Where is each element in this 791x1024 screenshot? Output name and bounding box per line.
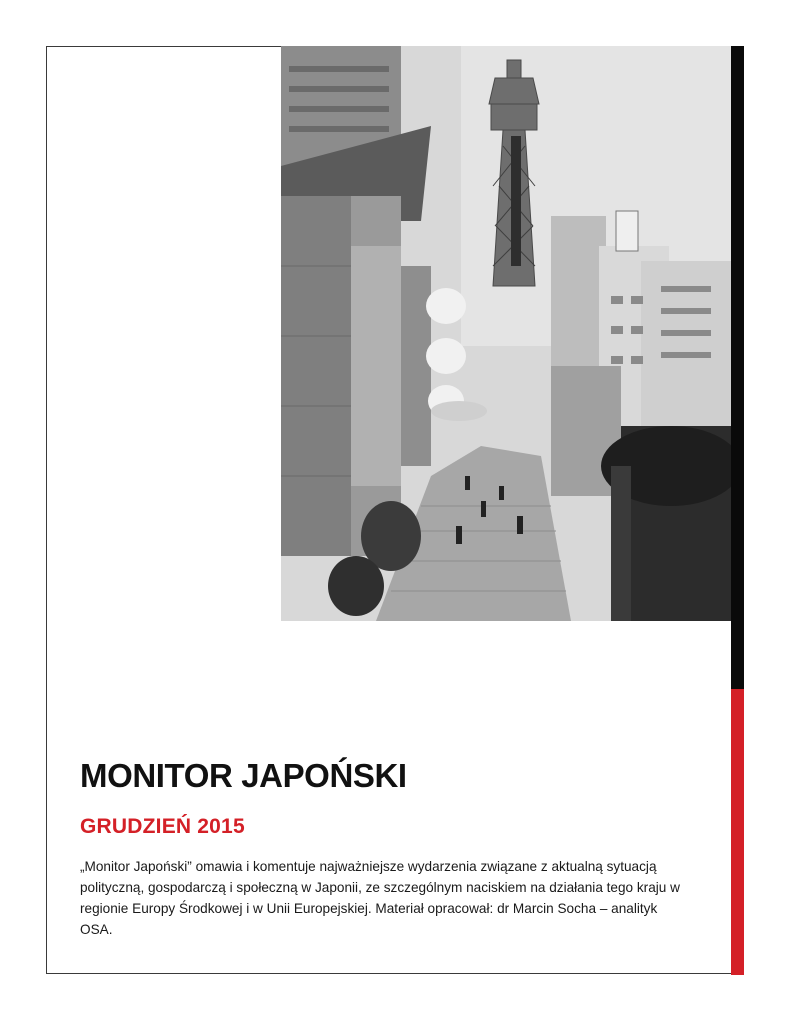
cover-photo xyxy=(281,46,731,621)
document-date: GRUDZIEŃ 2015 xyxy=(80,815,245,838)
document-description: „Monitor Japoński” omawia i komentuje najważniejsze wydarzenia związane z aktualną sytuacją polityczną, gospodarczą i społeczną w Japonii, ze szczególnym naciskiem na działania tego kraju w regionie Europy Środkowej i w Unii Europejskiej. Materiał opracował: dr Marcin Socha – analityk OSA. xyxy=(80,859,680,937)
document-title: MONITOR JAPOŃSKI xyxy=(80,757,407,794)
side-bar-red xyxy=(731,689,744,975)
side-bar-black xyxy=(731,46,744,689)
